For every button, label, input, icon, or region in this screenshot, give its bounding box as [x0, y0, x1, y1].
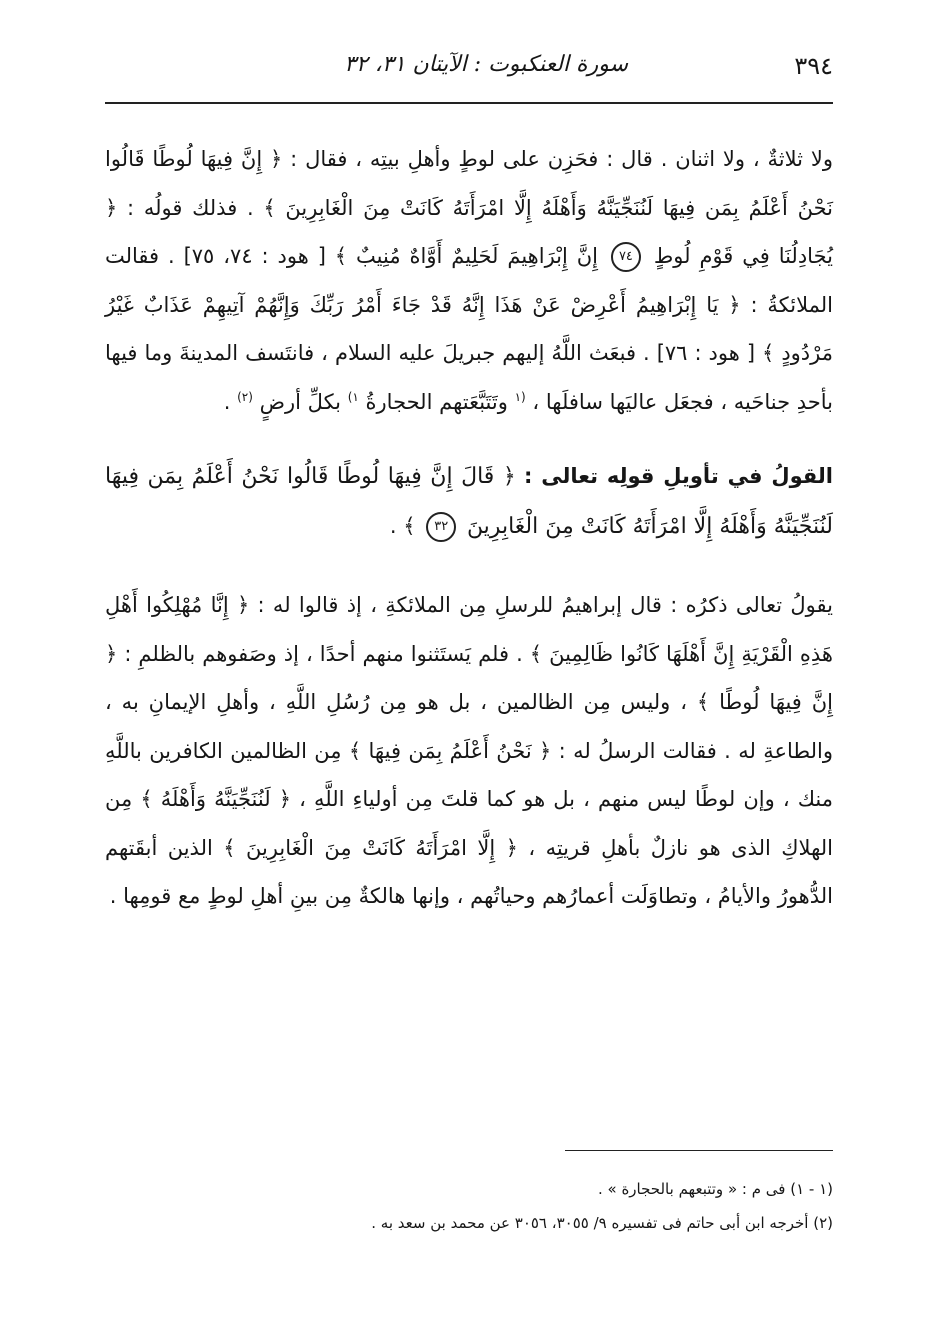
paragraph-1: [105, 135, 833, 426]
footnotes: [105, 1172, 833, 1240]
main-text: [105, 135, 833, 921]
quran-verse: ﴿ قَالَ إِنَّ فِيهَا لُوطًا قَالُوا نَحْنُ أَعْلَمُ بِمَن فِيهَا لَنُنَجِّيَنَّهُ وَأَهْلَهُ إِلَّا امْرَأَتَهُ كَانَتْ مِنَ الْغَابِرِينَ: [105, 464, 833, 539]
paragraph-1-text-cont3: بكلِّ أرضٍ: [259, 389, 342, 414]
page-number: ٣٩٤: [794, 52, 833, 80]
ayah-number-marker: ٣٢: [426, 512, 456, 542]
paragraph-3: [105, 581, 833, 921]
footnote-2: (٢) أخرجه ابن أبى حاتم فى تفسيره ٩/ ٣٠٥٥، ٣٠٥٦ عن محمد بن سعد به .: [371, 1214, 833, 1232]
paragraph-gap: [105, 551, 833, 581]
footnote-ref-1-start: (١: [514, 389, 526, 404]
footnote-ref-2: (٢): [237, 389, 253, 404]
running-title: سورة العنكبوت : الآيتان ٣١، ٣٢: [344, 52, 628, 77]
paragraph-1-text-cont: إِنَّ إِبْرَاهِيمَ لَحَلِيمٌ أَوَّاهٌ مُنِيبٌ ﴾ [ هود : ٧٤، ٧٥] . فقالت الملائكةُ : ﴿ يَا إِبْرَاهِيمُ أَعْرِضْ عَنْ هَذَا إِنَّهُ قَدْ جَاءَ أَمْرُ رَبِّكَ وَإِنَّهُمْ آتِيهِمْ عَذَابٌ غَيْرُ مَرْدُودٍ ﴾ [ هود : ٧٦] . فبعَث اللَّهُ إليهم جبريلَ عليه السلام ، فانتَسف المدينةَ وما فيها بأحدِ جناحَيه ، فجعَل عاليَها سافلَها ،: [105, 244, 833, 414]
footnote-ref-1-end: ١): [347, 389, 359, 404]
header-rule: [105, 102, 833, 104]
paragraph-1-text-cont2: وتَتَبَّعَتهم الحجارةُ: [365, 389, 508, 414]
paragraph-3-text: يقولُ تعالى ذكرُه : قال إبراهيمُ للرسلِ مِن الملائكةِ ، إذ قالوا له : ﴿ إِنَّا مُهْلِكُوا أَهْلِ هَذِهِ الْقَرْيَةِ إِنَّ أَهْلَهَا كَانُوا ظَالِمِينَ ﴾ . فلم يَستَثنوا منهم أحدًا ، إذ وصَفوهم بالظلمِ : ﴿ إِنَّ فِيهَا لُوطًا ﴾ ، وليس مِن الظالمين ، بل هو مِن رُسُلِ اللَّهِ ، وأهلِ الإيمانِ به ، والطاعةِ له . فقالت الرسلُ له : ﴿ نَحْنُ أَعْلَمُ بِمَن فِيهَا ﴾ مِن الظالمين الكافرين باللَّهِ منك ، وإن لوطًا ليس منهم ، بل هو كما قلتَ مِن أولياءِ اللَّهِ ، ﴿ لَنُنَجِّيَنَّهُ وَأَهْلَهُ ﴾ مِن الهلاكِ الذى هو نازلٌ بأهلِ قريتِه ، ﴿ إِلَّا امْرَأَتَهُ كَانَتْ مِنَ الْغَابِرِينَ ﴾ الذين أبقَتهم الدُّهورُ والأيامُ ، وتطاوَلَت أعمارُهم وحياتُهم ، وإنها هالكةٌ مِن بينِ أهلِ لوطٍ مع قومِها .: [105, 593, 833, 908]
paragraph-1-text: ولا ثلاثةٌ ، ولا اثنان . قال : فحَزِن على لوطٍ وأهلِ بيتِه ، فقال : ﴿ إِنَّ فِيهَا لُوطًا قَالُوا نَحْنُ أَعْلَمُ بِمَن فِيهَا لَنُنَجِّيَنَّهُ وَأَهْلَهُ إِلَّا امْرَأَتَهُ كَانَتْ مِنَ الْغَابِرِينَ ﴾ . فذلك قولُه : ﴿ يُجَادِلُنَا فِي قَوْمِ لُوطٍ: [105, 147, 833, 268]
paragraph-gap: [105, 426, 833, 452]
section-heading-label: القولُ في تأويلِ قولِه تعالى :: [523, 464, 834, 488]
quran-verse-end: ﴾ .: [389, 513, 416, 538]
footnote-1: (١ - ١) فى م : « وتتبعهم بالحجارة » .: [597, 1180, 833, 1198]
page-header: [105, 38, 833, 98]
paragraph-2-heading: [105, 452, 833, 551]
footnote-rule: [565, 1150, 833, 1151]
ayah-number-marker: ٧٤: [611, 242, 641, 272]
paragraph-1-end: .: [223, 389, 231, 414]
